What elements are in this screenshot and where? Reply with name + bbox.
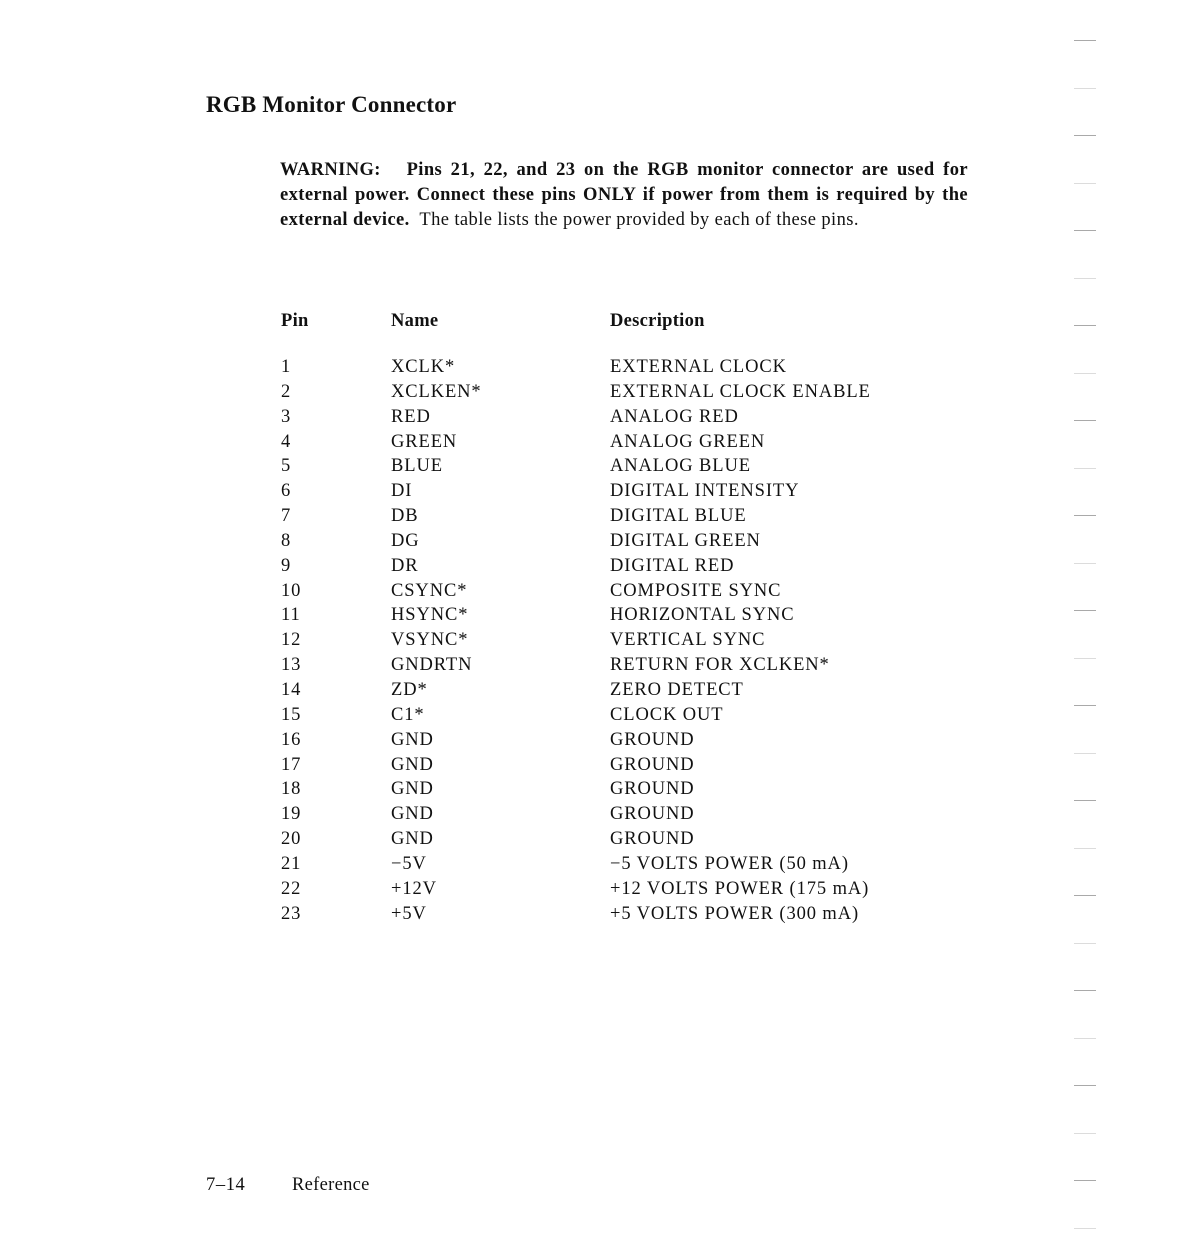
name-cell: GND [391,779,434,800]
pin-cell: 8 [281,530,292,551]
table-row [0,705,1000,730]
pin-cell: 15 [281,704,302,725]
pin-cell: 22 [281,878,302,899]
description-cell: CLOCK OUT [610,704,724,725]
pin-cell: 6 [281,481,292,502]
binding-mark [1074,1133,1096,1134]
binding-mark [1074,895,1096,896]
binding-mark [1074,515,1096,516]
table-row [0,407,1000,432]
pin-cell: 2 [281,381,292,402]
warning-normal-text: The table lists the power provided by each of these pins. [419,210,859,230]
pin-cell: 11 [281,605,301,626]
pin-cell: 3 [281,406,292,427]
binding-mark [1074,563,1096,564]
name-cell: ZD* [391,679,428,700]
table-row [0,655,1000,680]
description-cell: EXTERNAL CLOCK [610,357,787,377]
description-cell: +12 VOLTS POWER (175 mA) [610,878,870,899]
footer-section-title: Reference [292,1175,370,1195]
column-header-pin: Pin [281,311,309,331]
table-row [0,556,1000,581]
column-header-description: Description [610,311,705,331]
name-cell: CSYNC* [391,580,468,601]
pin-cell: 12 [281,630,302,651]
description-cell: −5 VOLTS POWER (50 mA) [610,853,849,874]
name-cell: DG [391,530,420,551]
page-title: RGB Monitor Connector [206,92,457,117]
pin-cell: 14 [281,679,302,700]
name-cell: C1* [391,704,425,725]
description-cell: DIGITAL INTENSITY [610,481,800,502]
table-row [0,456,1000,481]
table-row [0,357,1000,382]
table-row [0,382,1000,407]
name-cell: VSYNC* [391,630,469,651]
name-cell: GND [391,829,434,850]
binding-mark [1074,705,1096,706]
table-row [0,680,1000,705]
warning-paragraph [280,158,968,233]
table-row [0,879,1000,904]
description-cell: GROUND [610,829,695,850]
table-row [0,630,1000,655]
binding-mark [1074,325,1096,326]
description-cell: ANALOG GREEN [610,431,766,452]
table-row [0,506,1000,531]
binding-mark [1074,1038,1096,1039]
description-cell: GROUND [610,779,695,800]
binding-mark [1074,658,1096,659]
name-cell: GREEN [391,431,458,452]
table-row [0,829,1000,854]
description-cell: +5 VOLTS POWER (300 mA) [610,903,860,924]
binding-mark [1074,183,1096,184]
table-row [0,730,1000,755]
name-cell: GND [391,729,434,750]
description-cell: COMPOSITE SYNC [610,580,782,601]
binding-edge-marks [1068,30,1108,1250]
description-cell: VERTICAL SYNC [610,630,766,651]
description-cell: HORIZONTAL SYNC [610,605,795,626]
name-cell: BLUE [391,456,443,477]
description-cell: ZERO DETECT [610,679,744,700]
name-cell: DI [391,481,413,502]
name-cell: DR [391,555,419,576]
name-cell: GND [391,804,434,825]
binding-mark [1074,610,1096,611]
table-row [0,531,1000,556]
pin-cell: 4 [281,431,292,452]
binding-mark [1074,40,1096,41]
binding-mark [1074,420,1096,421]
pin-cell: 10 [281,580,302,601]
pin-cell: 21 [281,853,302,874]
description-cell: RETURN FOR XCLKEN* [610,655,830,676]
description-cell: DIGITAL GREEN [610,530,761,551]
pin-cell: 18 [281,779,302,800]
warning-label: WARNING: [280,160,381,180]
table-row [0,804,1000,829]
name-cell: +12V [391,878,437,899]
description-cell: ANALOG BLUE [610,456,751,477]
description-cell: DIGITAL RED [610,555,735,576]
table-row [0,755,1000,780]
name-cell: GND [391,754,434,775]
name-cell: RED [391,406,431,427]
table-row [0,581,1000,606]
name-cell: GNDRTN [391,655,473,676]
binding-mark [1074,88,1096,89]
pin-cell: 19 [281,804,302,825]
binding-mark [1074,468,1096,469]
table-row [0,904,1000,929]
table-row [0,605,1000,630]
pin-cell: 13 [281,655,302,676]
binding-mark [1074,230,1096,231]
pin-cell: 17 [281,754,302,775]
table-row [0,432,1000,457]
description-cell: GROUND [610,754,695,775]
pin-cell: 1 [281,357,292,377]
table-row [0,779,1000,804]
binding-mark [1074,373,1096,374]
binding-mark [1074,1228,1096,1229]
warning-bold-text: Pins 21, 22, and 23 on the RGB monitor connector are used for external power. Connect these pins ONLY if power from them is required by the external device. [280,160,968,230]
name-cell: +5V [391,903,427,924]
name-cell: −5V [391,853,427,874]
table-row [0,854,1000,879]
footer-page-number: 7–14 [206,1175,246,1195]
pin-table [0,357,1000,928]
binding-mark [1074,135,1096,136]
binding-mark [1074,990,1096,991]
name-cell: XCLK* [391,357,456,377]
pin-cell: 23 [281,903,302,924]
description-cell: ANALOG RED [610,406,739,427]
name-cell: HSYNC* [391,605,469,626]
binding-mark [1074,1085,1096,1086]
name-cell: DB [391,506,419,527]
pin-cell: 7 [281,506,292,527]
pin-cell: 20 [281,829,302,850]
description-cell: GROUND [610,729,695,750]
binding-mark [1074,800,1096,801]
binding-mark [1074,753,1096,754]
column-header-name: Name [391,311,439,331]
description-cell: DIGITAL BLUE [610,506,747,527]
description-cell: GROUND [610,804,695,825]
pin-cell: 16 [281,729,302,750]
binding-mark [1074,943,1096,944]
binding-mark [1074,1180,1096,1181]
name-cell: XCLKEN* [391,381,482,402]
pin-cell: 9 [281,555,292,576]
description-cell: EXTERNAL CLOCK ENABLE [610,381,871,402]
pin-cell: 5 [281,456,292,477]
binding-mark [1074,848,1096,849]
table-row [0,481,1000,506]
binding-mark [1074,278,1096,279]
